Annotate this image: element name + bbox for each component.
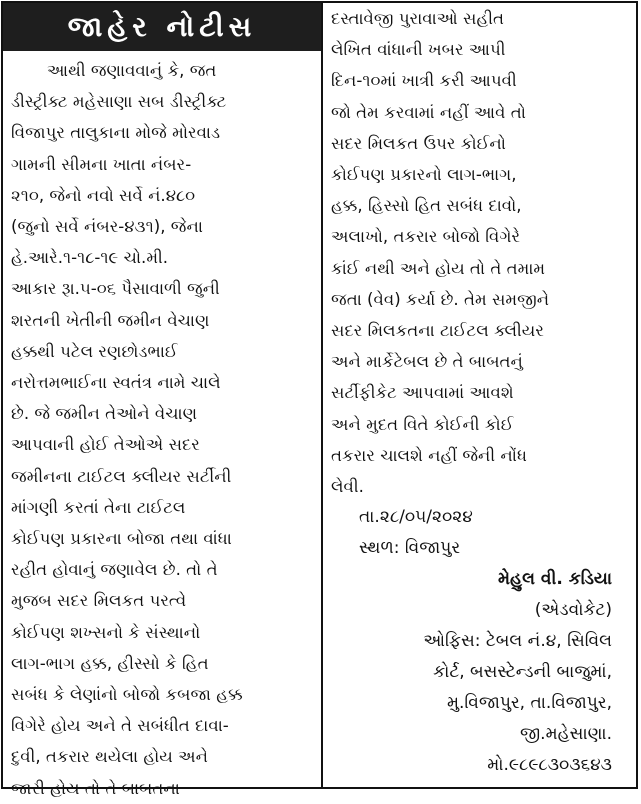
address-line: કોર્ટ, બસસ્ટેન્ડની બાજુમાં,: [433, 662, 612, 683]
text-line: દસ્તાવેજી પુરાવાઓ સહીત: [331, 9, 505, 28]
text-line: ગામની સીમના ખાતા નંબર-: [11, 154, 192, 174]
text-line: વિજાપુર તાલુકાના મોજે મોરવાડ: [11, 123, 221, 143]
text-line: શરતની ખેતીની જમીન વેચાણ: [11, 310, 210, 330]
address-line: જી.મહેસાણા.: [520, 724, 612, 745]
text-line: કોઈપણ પ્રકારનો લાગ-ભાગ,: [331, 165, 517, 185]
signature-block: [323, 564, 636, 781]
right-body-text: [323, 3, 636, 502]
notice-title: જાહેર નોટીસ: [3, 3, 321, 51]
text-line: નરોત્તમભાઈના સ્વતંત્ર નામે ચાલે: [11, 373, 221, 393]
left-column: [3, 3, 323, 798]
text-line: હે.આરે.૧-૧૮-૧૯ ચો.મી.: [11, 248, 169, 268]
date-place-block: [323, 502, 636, 564]
notice-date: તા.૨૮/૦૫/૨૦૨૪: [359, 507, 473, 528]
text-line: લાગ-ભાગ હક્ક, હીસ્સો કે હિત: [11, 653, 209, 673]
text-line: વિગેરે હોય અને તે સબંધીત દાવા-: [11, 716, 229, 736]
address-line: મુ.વિજાપુર, તા.વિજાપુર,: [447, 693, 612, 714]
left-body-text: [3, 51, 321, 804]
text-line: લેખિત વાંધાની ખબર આપી: [331, 40, 506, 60]
text-line: તકરાર ચાલશે નહીં જેની નોંધ: [331, 445, 527, 465]
text-line: જમીનના ટાઈટલ ક્લીયર સર્ટીની: [11, 466, 232, 486]
text-line: માંગણી કરતાં તેના ટાઈટલ: [11, 497, 186, 517]
text-line: સદર મિલકતના ટાઈટલ ક્લીયર: [331, 321, 544, 341]
text-line: અને માર્કેટેબલ છે તે બાબતનું: [331, 352, 523, 372]
text-line: લેવી.: [331, 477, 364, 497]
text-line: સર્ટીફીકેટ આપવામાં આવશે: [331, 383, 514, 403]
text-line: હક્ક, હિસ્સો હિત સબંધ દાવો,: [331, 196, 522, 216]
text-line: (જુનો સર્વે નંબર-૪૩૧), જેના: [11, 217, 203, 237]
text-line: જો તેમ કરવામાં નહીં આવે તો: [331, 102, 526, 122]
text-line: સદર મિલકત ઉપર કોઈનો: [331, 133, 506, 153]
text-line: રહીત હોવાનું જણાવેલ છે. તો તે: [11, 560, 218, 580]
text-line: હક્કથી પટેલ રણછોડભાઈ: [11, 341, 178, 361]
text-line: આપવાની હોઈ તેઓએ સદર: [11, 435, 200, 455]
text-line: સબંધ કે લેણાંનો બોજો કબજા હક્ક: [11, 685, 243, 705]
text-line: છે. જે જમીન તેઓને વેચાણ: [11, 404, 198, 424]
signatory-name: મેહુલ વી. કડિયા: [498, 569, 612, 590]
text-line: અલાખો, તકરાર બોજો વિગેરે: [331, 227, 521, 247]
notice-place: સ્થળ: વિજાપુર: [359, 538, 461, 559]
text-line: ૨૧૦, જેનો નવો સર્વે નં.૪૮૦: [11, 185, 196, 205]
public-notice: [1, 1, 638, 798]
text-line: દુવી, તકરાર થયેલા હોય અને: [11, 747, 209, 767]
text-line: જારી હોય તો તે બાબતના: [11, 778, 180, 798]
text-line: ડીસ્ટ્રીક્ટ મહેસાણા સબ ડીસ્ટ્રીક્ટ: [11, 92, 227, 112]
text-line: મુજબ સદર મિલકત પરત્વે: [11, 591, 187, 611]
text-line: અને મુદત વિતે કોઈની કોઈ: [331, 414, 514, 434]
text-line: જતા (વેવ) કર્યા છે. તેમ સમજીને: [331, 289, 550, 309]
text-line: કોઈપણ શખ્સનો કે સંસ્થાનો: [11, 622, 201, 642]
right-column: [323, 3, 636, 787]
mobile-number: મો.૯૮૯૮૩૦૩૬૪૩: [487, 755, 612, 776]
text-line: કોઈપણ પ્રકારના બોજા તથા વાંધા: [11, 529, 232, 549]
text-line: કાંઈ નથી અને હોય તો તે તમામ: [331, 258, 546, 278]
signatory-designation: (એડવોકેટ): [534, 600, 612, 621]
address-line: ઓફિસ: ટેબલ નં.૪, સિવિલ: [423, 631, 612, 652]
text-line: આથી જણાવવાનું કે, જત: [47, 61, 217, 80]
text-line: દિન-૧૦માં ખાત્રી કરી આપવી: [331, 71, 517, 91]
text-line: આકાર રૂા.૫-૦૬ પૈસાવાળી જુની: [11, 279, 220, 299]
